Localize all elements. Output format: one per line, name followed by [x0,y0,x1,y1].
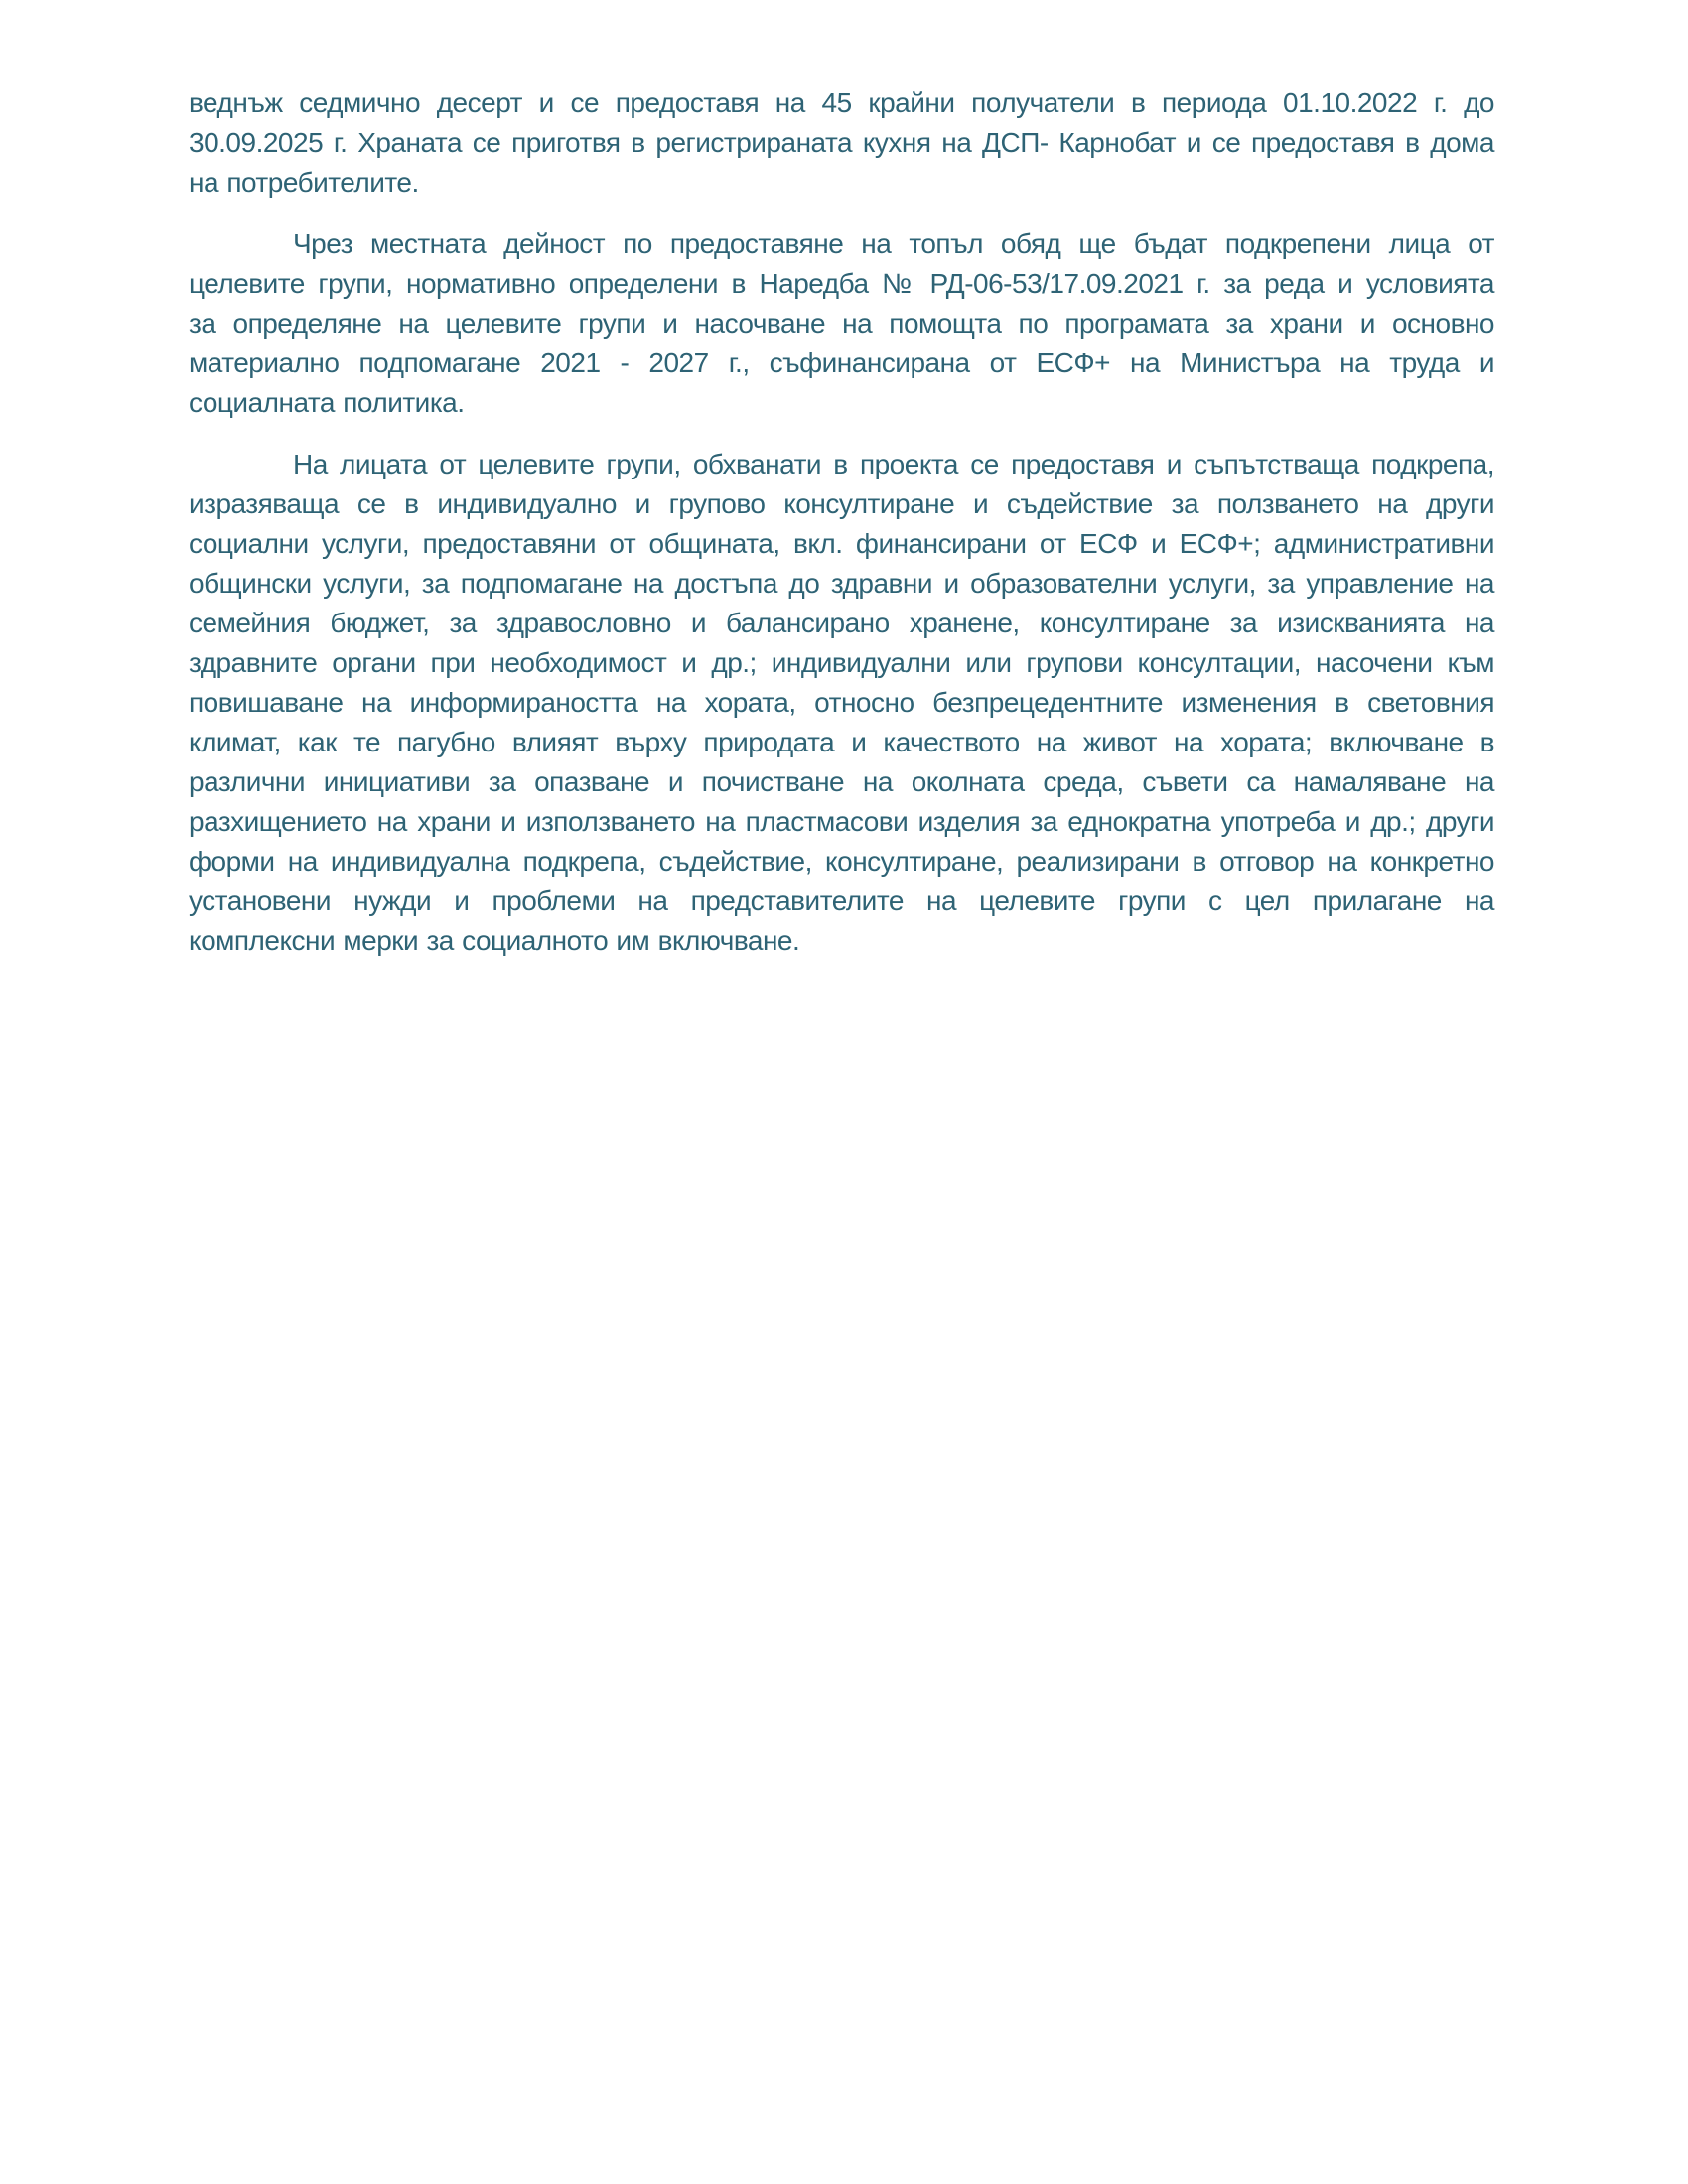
text-line: целевите групи, нормативно определени в Наредба № РД-06-53/17.09.2021 г. за реда и условията [189,268,1494,299]
text-line: веднъж седмично десерт и се предоставя на 45 крайни получатели в периода 01.10.2022 г. до [189,87,1494,118]
text-line: здравните органи при необходимост и др.; индивидуални или групови консултации, насочени към [189,647,1494,678]
text-line: Чрез местната дейност по предоставяне на топъл обяд ще бъдат подкрепени лица от [293,228,1494,259]
text-line: комплексни мерки за социалното им включване. [189,925,800,956]
text-line: 30.09.2025 г. Храната се приготвя в регистрираната кухня на ДСП- Карнобат и се предоставя в дома [189,127,1494,158]
text-line: На лицата от целевите групи, обхванати в проекта се предоставя и съпътстваща подкрепа, [293,449,1494,479]
text-line: установени нужди и проблеми на представителите на целевите групи с цел прилагане на [189,886,1494,916]
paragraph [189,445,1494,961]
text-line: общински услуги, за подпомагане на достъпа до здравни и образователни услуги, за управление на [189,568,1494,599]
text-line: повишаване на информираността на хората, относно безпрецедентните изменения в световния [189,687,1494,718]
text-line: семейния бюджет, за здравословно и балансирано хранене, консултиране за изискванията на [189,608,1494,638]
text-line: социалната политика. [189,387,465,418]
text-line: на потребителите. [189,167,419,198]
text-line: различни инициативи за опазване и почистване на околната среда, съвети са намаляване на [189,766,1494,797]
text-line: разхищението на храни и използването на пластмасови изделия за еднократна употреба и др.; други [189,806,1494,837]
text-line: климат, как те пагубно влияят върху природата и качеството на живот на хората; включване в [189,727,1494,757]
text-line: изразяваща се в индивидуално и групово консултиране и съдействие за ползването на други [189,488,1494,519]
text-line: социални услуги, предоставяни от общината, вкл. финансирани от ЕСФ и ЕСФ+; административни [189,528,1494,559]
document-text [189,83,1494,961]
paragraph [189,224,1494,423]
text-line: материално подпомагане 2021 - 2027 г., съфинансирана от ЕСФ+ на Министъра на труда и [189,347,1494,378]
paragraph [189,83,1494,203]
text-line: за определяне на целевите групи и насочване на помощта по програмата за храни и основно [189,308,1494,339]
text-line: форми на индивидуална подкрепа, съдействие, консултиране, реализирани в отговор на конкретно [189,846,1494,877]
